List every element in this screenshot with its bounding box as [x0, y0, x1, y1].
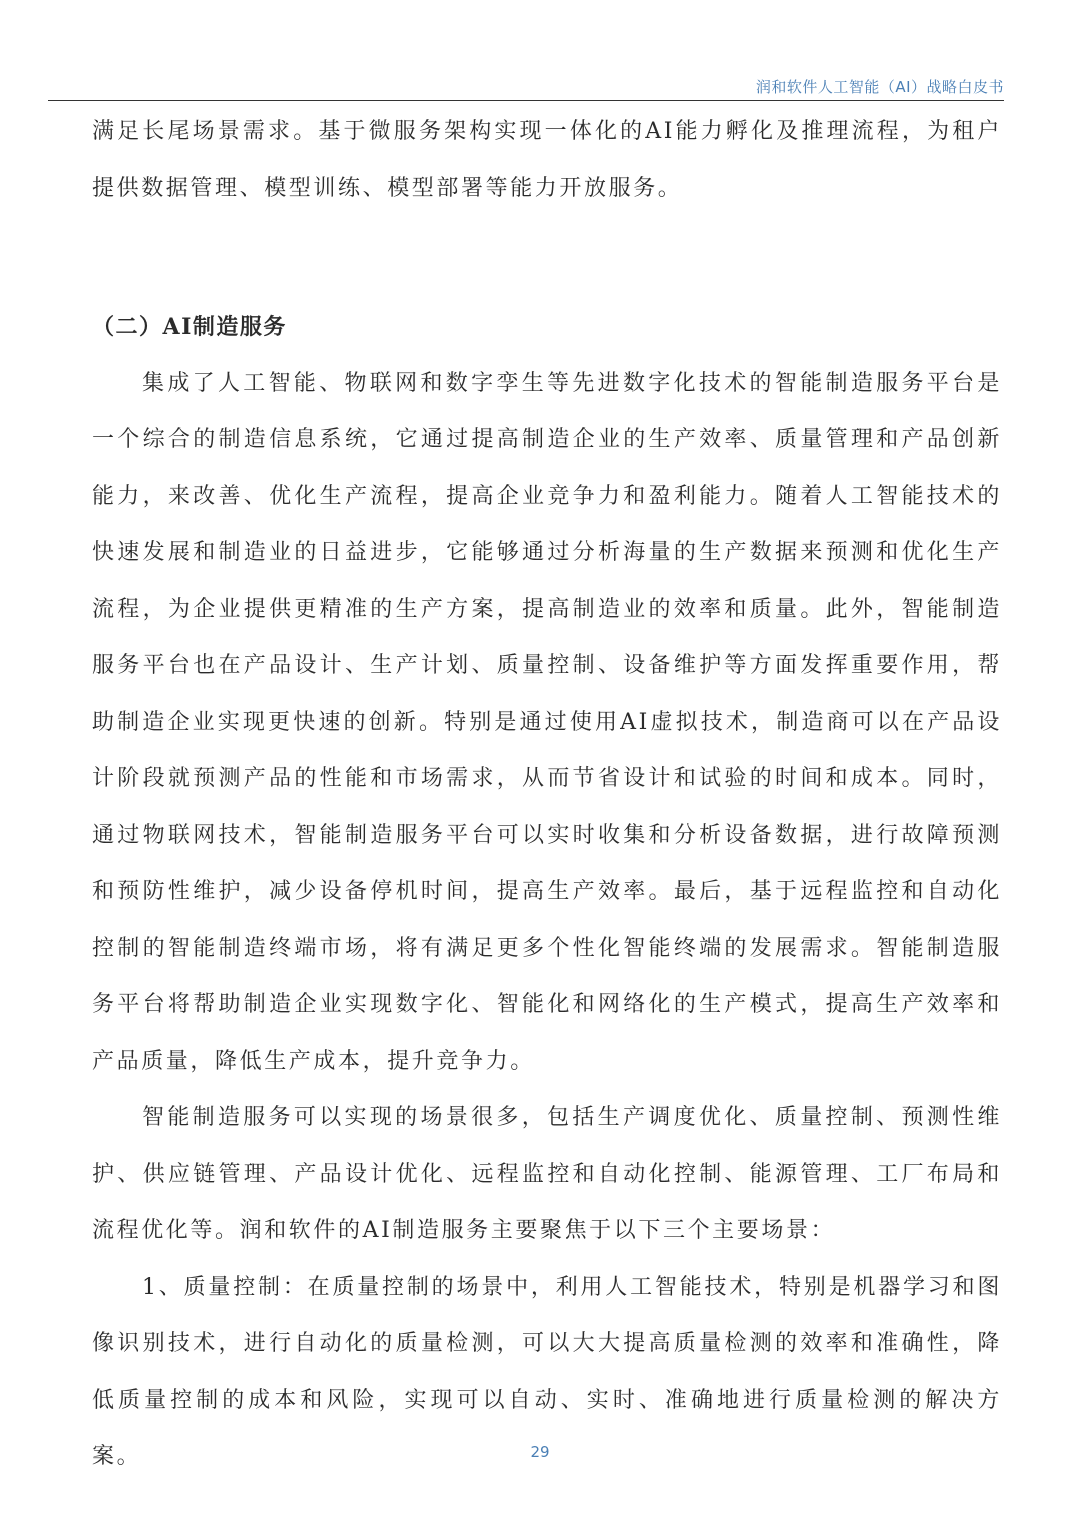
- paragraph-platform-overview: 集成了人工智能、物联网和数字孪生等先进数字化技术的智能制造服务平台是一个综合的制造信息系统，它通过提高制造企业的生产效率、质量管理和产品创新能力，来改善、优化生产流程，提高企业竞争力和盈利能力。随着人工智能技术的快速发展和制造业的日益进步，它能够通过分析海量的生产数据来预测和优化生产流程，为企业提供更精准的生产方案，提高制造业的效率和质量。此外，智能制造服务平台也在产品设计、生产计划、质量控制、设备维护等方面发挥重要作用，帮助制造企业实现更快速的创新。特别是通过使用AI虚拟技术，制造商可以在产品设计阶段就预测产品的性能和市场需求，从而节省设计和试验的时间和成本。同时，通过物联网技术，智能制造服务平台可以实时收集和分析设备数据，进行故障预测和预防性维护，减少设备停机时间，提高生产效率。最后，基于远程监控和自动化控制的智能制造终端市场，将有满足更多个性化智能终端的发展需求。智能制造服务平台将帮助制造企业实现数字化、智能化和网络化的生产模式，提高生产效率和产品质量，降低生产成本，提升竞争力。: [92, 370, 1002, 1074]
- paragraph-quality-control: 1、质量控制：在质量控制的场景中，利用人工智能技术，特别是机器学习和图像识别技术，进行自动化的质量检测，可以大大提高质量检测的效率和准确性，降低质量控制的成本和风险，实现可以自动、实时、准确地进行质量检测的解决方案。: [92, 1274, 1002, 1469]
- header-title: 润和软件人工智能（AI）战略白皮书: [755, 78, 1004, 96]
- page-content: [92, 104, 1002, 1486]
- continued-paragraph: 满足长尾场景需求。基于微服务架构实现一体化的AI能力孵化及推理流程，为租户提供数据管理、模型训练、模型部署等能力开放服务。: [92, 119, 1002, 201]
- header-divider: [48, 100, 1004, 101]
- page-number: 29: [530, 1443, 550, 1461]
- paragraph-scenarios: 智能制造服务可以实现的场景很多，包括生产调度优化、质量控制、预测性维护、供应链管理、产品设计优化、远程监控和自动化控制、能源管理、工厂布局和流程优化等。润和软件的AI制造服务主要聚焦于以下三个主要场景：: [92, 1105, 1002, 1243]
- section-heading: （二）AI制造服务: [92, 314, 287, 340]
